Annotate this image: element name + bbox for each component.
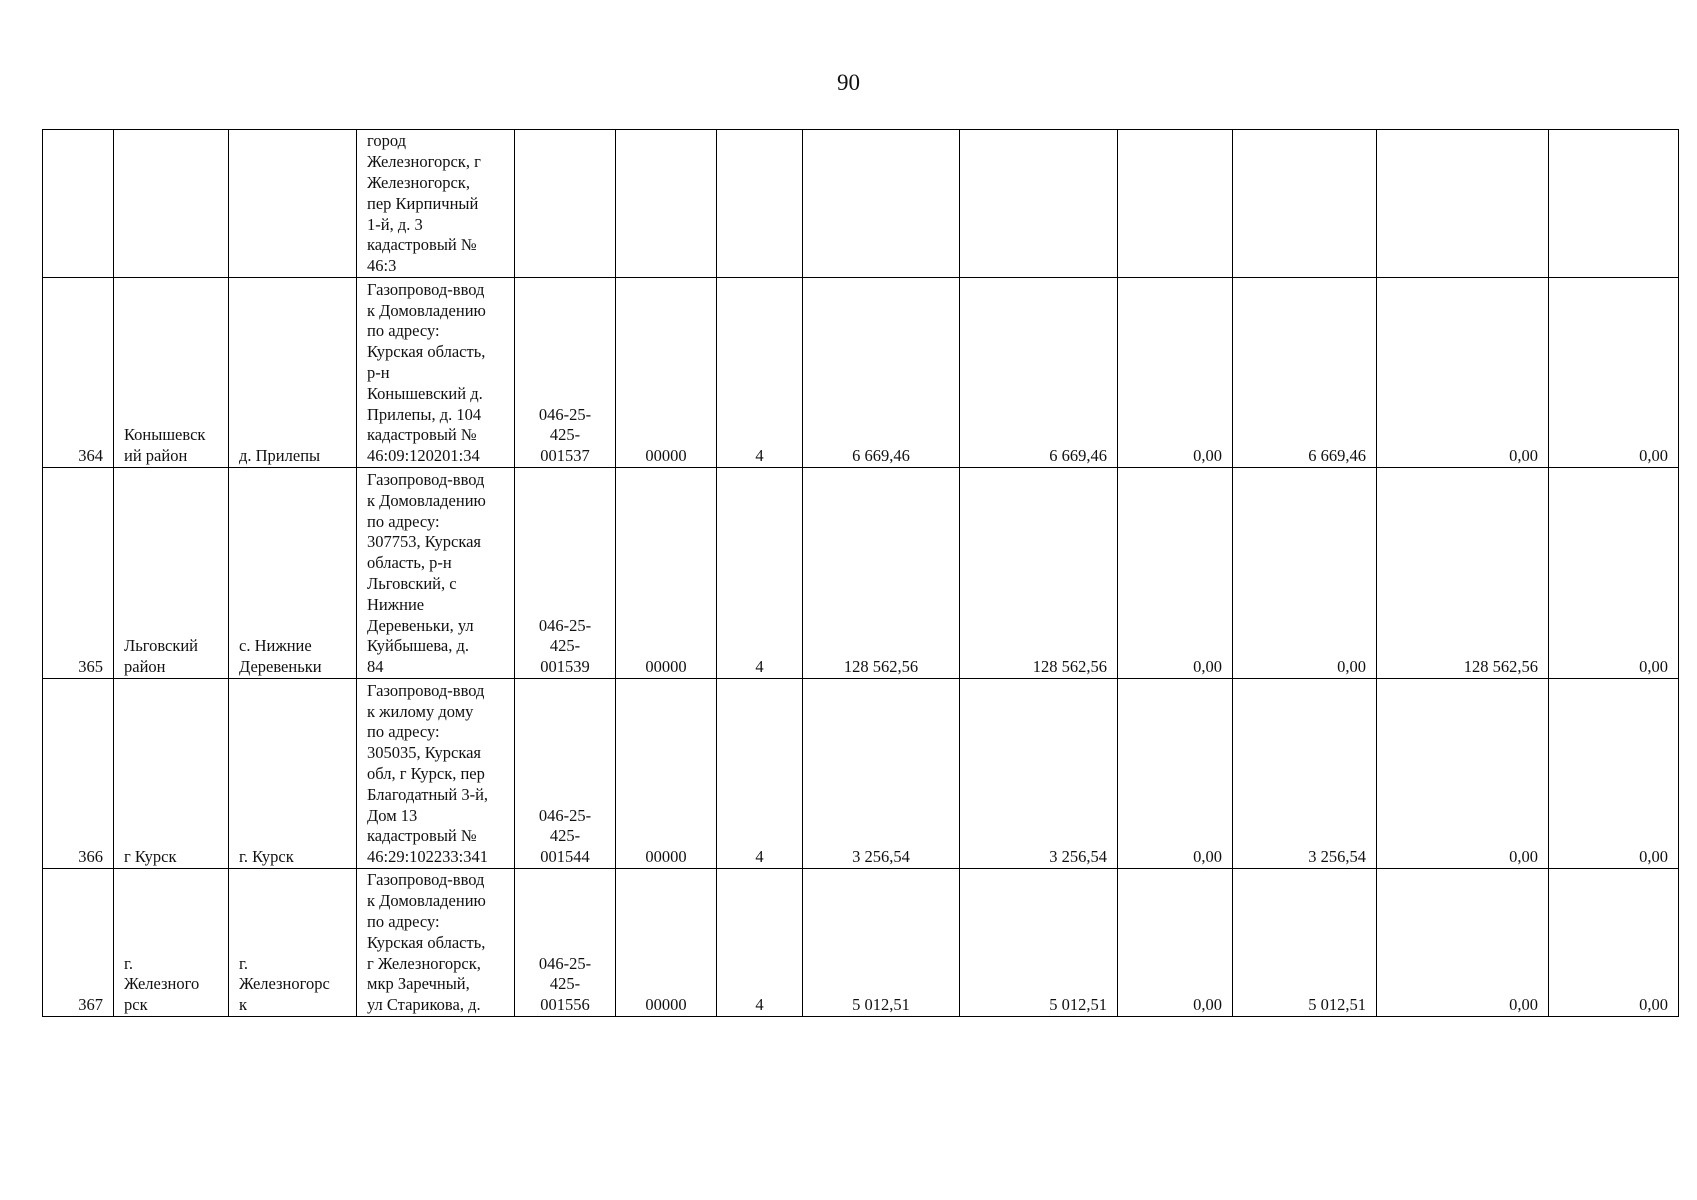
value-cell-6: 0,00 — [1549, 679, 1679, 869]
table-row — [43, 679, 1679, 869]
locality-cell: г. Курск — [229, 679, 357, 869]
value-cell-3: 0,00 — [1118, 869, 1233, 1017]
value-cell-2: 3 256,54 — [960, 679, 1118, 869]
group-cell — [717, 130, 803, 278]
value-cell-1: 6 669,46 — [803, 278, 960, 468]
group-cell: 4 — [717, 278, 803, 468]
inventory-number-cell: 046-25- 425- 001537 — [515, 278, 616, 468]
object-description-cell: Газопровод-ввод к жилому дому по адресу: 305035, Курская обл, г Курск, пер Благодатный 3-й, Дом 13 кадастровый № 46:29:102233:341 — [357, 679, 515, 869]
code-cell: 00000 — [616, 869, 717, 1017]
value-cell-5: 0,00 — [1377, 278, 1549, 468]
value-cell-5: 128 562,56 — [1377, 468, 1549, 679]
value-cell-4: 6 669,46 — [1233, 278, 1377, 468]
district-cell: Льговский район — [114, 468, 229, 679]
value-cell-2 — [960, 130, 1118, 278]
page-number: 90 — [837, 70, 860, 95]
group-cell: 4 — [717, 869, 803, 1017]
object-description-cell: Газопровод-ввод к Домовладению по адресу: Курская область, р-н Конышевский д. Прилепы, д. 104 кадастровый № 46:09:120201:34 — [357, 278, 515, 468]
value-cell-5: 0,00 — [1377, 679, 1549, 869]
value-cell-3: 0,00 — [1118, 679, 1233, 869]
code-cell: 00000 — [616, 278, 717, 468]
inventory-number-cell: 046-25- 425- 001539 — [515, 468, 616, 679]
locality-cell: с. Нижние Деревеньки — [229, 468, 357, 679]
value-cell-6 — [1549, 130, 1679, 278]
district-cell — [114, 130, 229, 278]
inventory-number-cell: 046-25- 425- 001556 — [515, 869, 616, 1017]
value-cell-2: 5 012,51 — [960, 869, 1118, 1017]
object-description-cell: город Железногорск, г Железногорск, пер Кирпичный 1-й, д. 3 кадастровый № 46:3 — [357, 130, 515, 278]
locality-cell: г. Железногорс к — [229, 869, 357, 1017]
value-cell-4: 3 256,54 — [1233, 679, 1377, 869]
district-cell: Конышевск ий район — [114, 278, 229, 468]
object-description-cell: Газопровод-ввод к Домовладению по адресу: Курская область, г Железногорск, мкр Заречный, ул Старикова, д. — [357, 869, 515, 1017]
code-cell: 00000 — [616, 679, 717, 869]
value-cell-5 — [1377, 130, 1549, 278]
value-cell-1: 5 012,51 — [803, 869, 960, 1017]
object-description-cell: Газопровод-ввод к Домовладению по адресу: 307753, Курская область, р-н Льговский, с Нижние Деревеньки, ул Куйбышева, д. 84 — [357, 468, 515, 679]
table-row — [43, 130, 1679, 278]
code-cell: 00000 — [616, 468, 717, 679]
inventory-number-cell — [515, 130, 616, 278]
locality-cell — [229, 130, 357, 278]
value-cell-3 — [1118, 130, 1233, 278]
row-number-cell — [43, 130, 114, 278]
value-cell-5: 0,00 — [1377, 869, 1549, 1017]
value-cell-6: 0,00 — [1549, 869, 1679, 1017]
district-cell: г. Железного рск — [114, 869, 229, 1017]
value-cell-4 — [1233, 130, 1377, 278]
table-row — [43, 468, 1679, 679]
value-cell-1 — [803, 130, 960, 278]
value-cell-2: 6 669,46 — [960, 278, 1118, 468]
value-cell-1: 128 562,56 — [803, 468, 960, 679]
value-cell-3: 0,00 — [1118, 278, 1233, 468]
table-row — [43, 869, 1679, 1017]
locality-cell: д. Прилепы — [229, 278, 357, 468]
value-cell-4: 5 012,51 — [1233, 869, 1377, 1017]
code-cell — [616, 130, 717, 278]
district-cell: г Курск — [114, 679, 229, 869]
row-number-cell: 364 — [43, 278, 114, 468]
value-cell-2: 128 562,56 — [960, 468, 1118, 679]
group-cell: 4 — [717, 679, 803, 869]
value-cell-6: 0,00 — [1549, 468, 1679, 679]
inventory-number-cell: 046-25- 425- 001544 — [515, 679, 616, 869]
group-cell: 4 — [717, 468, 803, 679]
row-number-cell: 367 — [43, 869, 114, 1017]
value-cell-3: 0,00 — [1118, 468, 1233, 679]
asset-register-table — [42, 129, 1679, 1017]
value-cell-4: 0,00 — [1233, 468, 1377, 679]
row-number-cell: 366 — [43, 679, 114, 869]
value-cell-1: 3 256,54 — [803, 679, 960, 869]
row-number-cell: 365 — [43, 468, 114, 679]
value-cell-6: 0,00 — [1549, 278, 1679, 468]
table-row — [43, 278, 1679, 468]
